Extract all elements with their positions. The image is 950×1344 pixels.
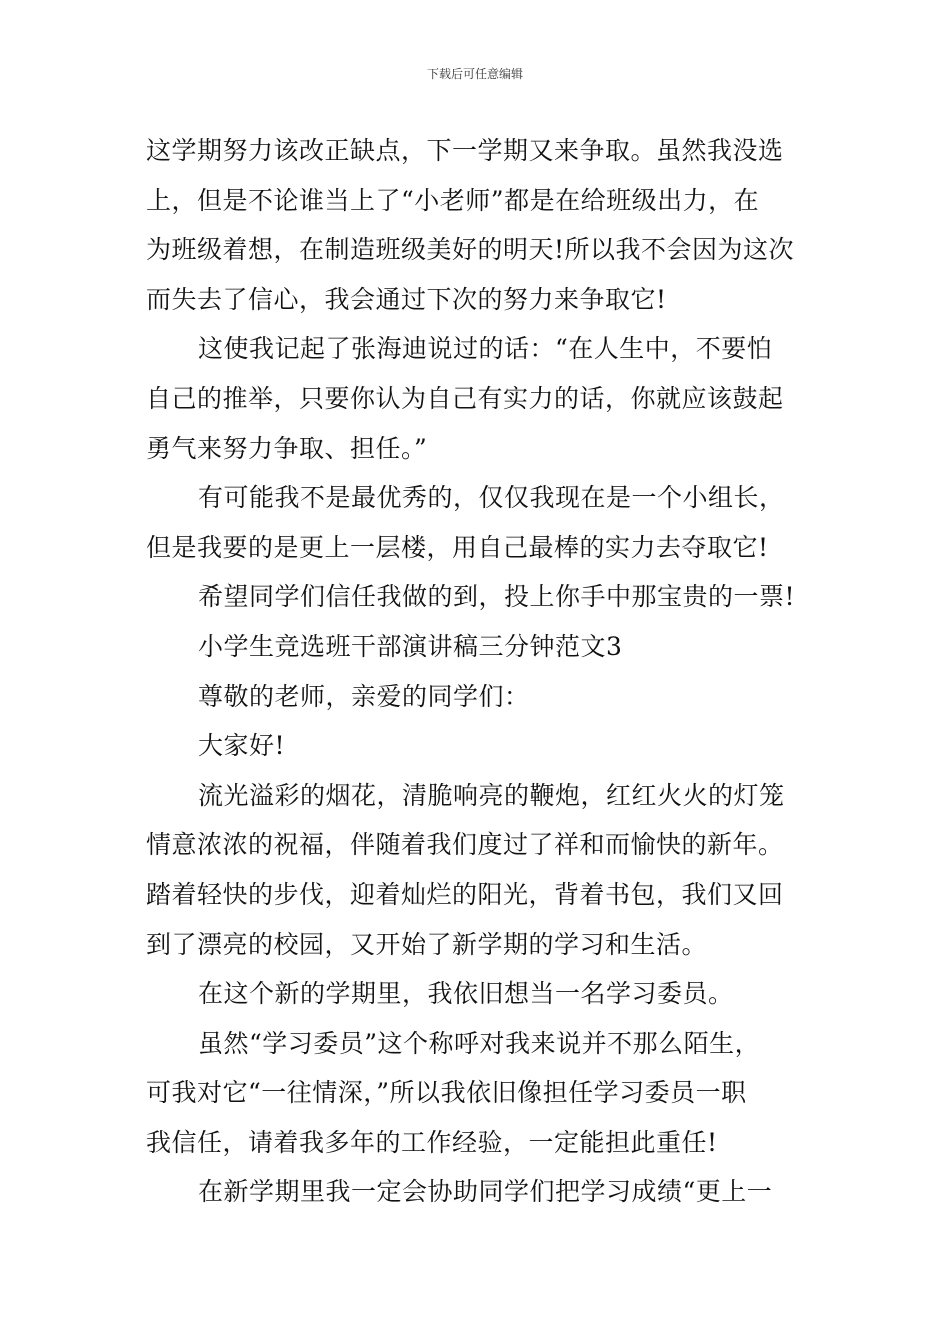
text-line: 这使我记起了张海迪说过的话：“在人生中，不要怕 bbox=[198, 334, 773, 364]
text-line: 但是我要的是更上一层楼，用自己最棒的实力去夺取它! bbox=[146, 532, 769, 562]
text-line: 而失去了信心，我会通过下次的努力来争取它! bbox=[146, 284, 667, 314]
text-line: 尊敬的老师，亲爱的同学们： bbox=[198, 681, 530, 711]
text-line: 我信任，请着我多年的工作经验，一定能担此重任! bbox=[146, 1127, 718, 1157]
text-line: 流光溢彩的烟花，清脆响亮的鞭炮，红红火火的灯笼 bbox=[198, 780, 785, 810]
text-line: 小学生竞选班干部演讲稿三分钟范文3 bbox=[198, 631, 623, 661]
text-line: 有可能我不是最优秀的，仅仅我现在是一个小组长， bbox=[198, 483, 785, 513]
text-line: 虽然“学习委员”这个称呼对我来说并不那么陌生， bbox=[198, 1028, 761, 1058]
text-line: 踏着轻快的步伐，迎着灿烂的阳光，背着书包，我们又回 bbox=[146, 879, 784, 909]
text-line: 大家好! bbox=[198, 731, 286, 761]
text-line: 上，但是不论谁当上了“小老师”都是在给班级出力，在 bbox=[146, 185, 760, 215]
text-line: 为班级着想，在制造班级美好的明天!所以我不会因为这次 bbox=[146, 235, 795, 265]
text-line: 可我对它“一往情深，”所以我依旧像担任学习委员一职 bbox=[146, 1078, 747, 1108]
text-line: 在这个新的学期里，我依旧想当一名学习委员。 bbox=[198, 979, 734, 1009]
text-line: 希望同学们信任我做的到，投上你手中那宝贵的一票! bbox=[198, 582, 796, 612]
text-line: 情意浓浓的祝福，伴随着我们度过了祥和而愉快的新年。 bbox=[146, 830, 784, 860]
text-line: 在新学期里我一定会协助同学们把学习成绩“更上一 bbox=[198, 1177, 773, 1207]
page-header: 下载后可任意编辑 bbox=[426, 67, 523, 81]
text-line: 这学期努力该改正缺点，下一学期又来争取。虽然我没选 bbox=[146, 136, 784, 165]
text-line: 勇气来努力争取、担任。” bbox=[146, 433, 428, 463]
document-body bbox=[146, 126, 810, 1217]
text-line: 自己的推举，只要你认为自己有实力的话，你就应该鼓起 bbox=[146, 383, 784, 413]
text-line: 到了漂亮的校园，又开始了新学期的学习和生活。 bbox=[146, 929, 708, 959]
